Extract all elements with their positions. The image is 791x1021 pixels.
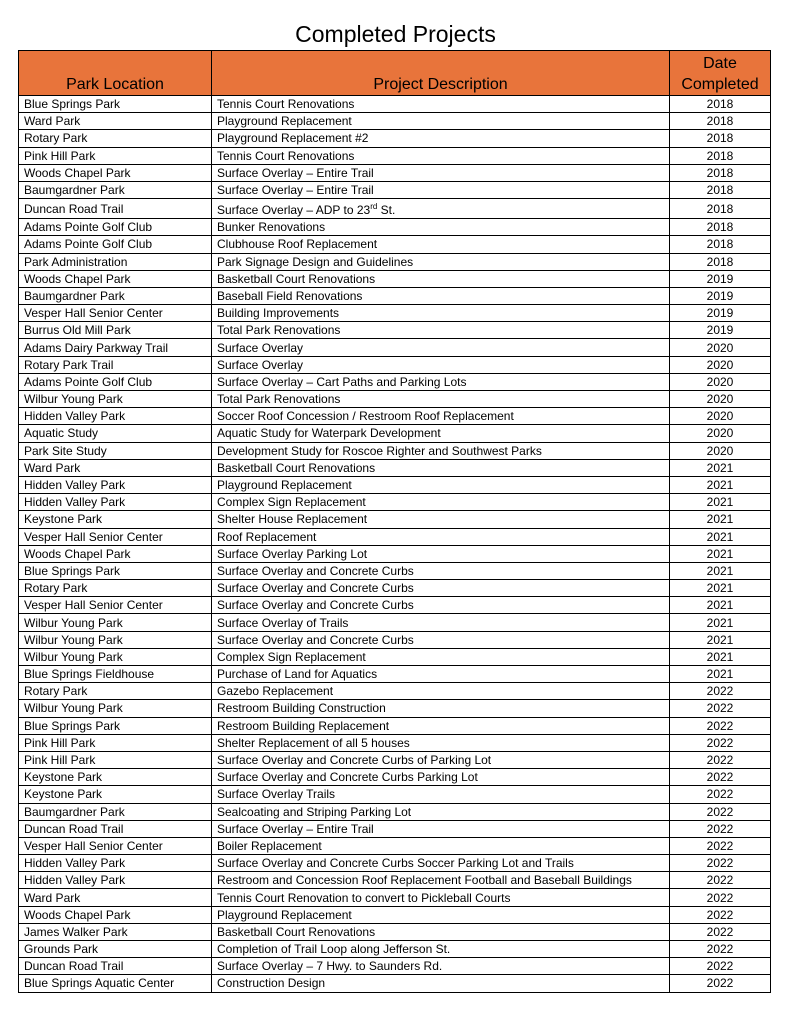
table-row	[19, 666, 771, 683]
park-location-cell: Baumgardner Park	[19, 803, 212, 820]
park-location-cell: Baumgardner Park	[19, 181, 212, 198]
project-description-cell: Surface Overlay of Trails	[212, 614, 670, 631]
park-location-cell: Rotary Park	[19, 683, 212, 700]
park-location-cell: Aquatic Study	[19, 425, 212, 442]
project-description-cell: Tennis Court Renovations	[212, 147, 670, 164]
table-row	[19, 339, 771, 356]
park-location-cell: Grounds Park	[19, 941, 212, 958]
date-completed-cell: 2021	[670, 648, 771, 665]
park-location-cell: Wilbur Young Park	[19, 391, 212, 408]
park-location-cell: Blue Springs Aquatic Center	[19, 975, 212, 992]
table-row	[19, 872, 771, 889]
date-completed-cell: 2018	[670, 113, 771, 130]
project-description-cell: Surface Overlay – Entire Trail	[212, 181, 670, 198]
project-description-cell: Surface Overlay	[212, 339, 670, 356]
date-completed-cell: 2022	[670, 803, 771, 820]
project-description-cell: Restroom Building Replacement	[212, 717, 670, 734]
project-description-cell: Roof Replacement	[212, 528, 670, 545]
date-completed-cell: 2020	[670, 391, 771, 408]
table-row	[19, 511, 771, 528]
park-location-cell: Blue Springs Park	[19, 96, 212, 113]
table-row	[19, 181, 771, 198]
park-location-cell: Adams Dairy Parkway Trail	[19, 339, 212, 356]
date-completed-cell: 2022	[670, 751, 771, 768]
table-row	[19, 442, 771, 459]
project-description-cell: Soccer Roof Concession / Restroom Roof Replacement	[212, 408, 670, 425]
park-location-cell: Vesper Hall Senior Center	[19, 528, 212, 545]
project-description-cell: Basketball Court Renovations	[212, 270, 670, 287]
project-description-cell: Basketball Court Renovations	[212, 459, 670, 476]
park-location-cell: Burrus Old Mill Park	[19, 322, 212, 339]
park-location-cell: Rotary Park Trail	[19, 356, 212, 373]
project-description-cell: Playground Replacement	[212, 113, 670, 130]
park-location-cell: Duncan Road Trail	[19, 199, 212, 219]
project-description-cell: Surface Overlay and Concrete Curbs	[212, 562, 670, 579]
park-location-cell: Woods Chapel Park	[19, 270, 212, 287]
project-description-cell: Building Improvements	[212, 305, 670, 322]
project-description-cell: Surface Overlay and Concrete Curbs	[212, 631, 670, 648]
table-row	[19, 700, 771, 717]
park-location-cell: Keystone Park	[19, 786, 212, 803]
date-completed-cell: 2018	[670, 236, 771, 253]
park-location-cell: Hidden Valley Park	[19, 476, 212, 493]
table-row	[19, 889, 771, 906]
date-completed-cell: 2018	[670, 253, 771, 270]
header-row	[19, 51, 771, 96]
project-description-cell: Playground Replacement	[212, 906, 670, 923]
table-row	[19, 580, 771, 597]
park-location-cell: Woods Chapel Park	[19, 545, 212, 562]
project-description-cell: Surface Overlay and Concrete Curbs	[212, 597, 670, 614]
date-completed-cell: 2018	[670, 96, 771, 113]
project-description-cell: Restroom Building Construction	[212, 700, 670, 717]
header-date-completed	[670, 51, 771, 96]
project-description-cell: Gazebo Replacement	[212, 683, 670, 700]
table-row	[19, 545, 771, 562]
park-location-cell: James Walker Park	[19, 923, 212, 940]
date-completed-cell: 2018	[670, 181, 771, 198]
header-date-line1: Date	[703, 55, 737, 72]
date-completed-cell: 2020	[670, 425, 771, 442]
date-completed-cell: 2022	[670, 975, 771, 992]
table-row	[19, 270, 771, 287]
table-row	[19, 130, 771, 147]
project-description-cell: Bunker Renovations	[212, 219, 670, 236]
project-description-cell: Surface Overlay Parking Lot	[212, 545, 670, 562]
project-description-cell: Tennis Court Renovations	[212, 96, 670, 113]
park-location-cell: Park Administration	[19, 253, 212, 270]
table-row	[19, 717, 771, 734]
park-location-cell: Blue Springs Fieldhouse	[19, 666, 212, 683]
date-completed-cell: 2022	[670, 906, 771, 923]
table-row	[19, 734, 771, 751]
date-completed-cell: 2022	[670, 820, 771, 837]
table-row	[19, 356, 771, 373]
park-location-cell: Hidden Valley Park	[19, 872, 212, 889]
project-description-cell: Surface Overlay – Entire Trail	[212, 164, 670, 181]
table-row	[19, 906, 771, 923]
project-description-cell: Complex Sign Replacement	[212, 494, 670, 511]
table-row	[19, 975, 771, 992]
date-completed-cell: 2020	[670, 339, 771, 356]
project-description-cell: Development Study for Roscoe Righter and Southwest Parks	[212, 442, 670, 459]
date-completed-cell: 2021	[670, 545, 771, 562]
date-completed-cell: 2022	[670, 923, 771, 940]
park-location-cell: Duncan Road Trail	[19, 958, 212, 975]
project-description-cell: Baseball Field Renovations	[212, 287, 670, 304]
table-row	[19, 941, 771, 958]
table-row	[19, 322, 771, 339]
header-project-description: Project Description	[212, 51, 670, 96]
project-description-cell: Boiler Replacement	[212, 837, 670, 854]
table-row	[19, 164, 771, 181]
table-row	[19, 923, 771, 940]
table-row	[19, 287, 771, 304]
date-completed-cell: 2022	[670, 941, 771, 958]
park-location-cell: Wilbur Young Park	[19, 700, 212, 717]
project-description-cell: Aquatic Study for Waterpark Development	[212, 425, 670, 442]
park-location-cell: Vesper Hall Senior Center	[19, 837, 212, 854]
park-location-cell: Keystone Park	[19, 511, 212, 528]
table-row	[19, 958, 771, 975]
project-description-cell: Basketball Court Renovations	[212, 923, 670, 940]
date-completed-cell: 2022	[670, 889, 771, 906]
date-completed-cell: 2022	[670, 683, 771, 700]
table-row	[19, 562, 771, 579]
date-completed-cell: 2021	[670, 614, 771, 631]
description-text-end: St.	[377, 203, 396, 218]
date-completed-cell: 2021	[670, 476, 771, 493]
project-description-cell: Total Park Renovations	[212, 322, 670, 339]
date-completed-cell: 2019	[670, 270, 771, 287]
project-description-cell: Playground Replacement #2	[212, 130, 670, 147]
table-row	[19, 96, 771, 113]
project-description-cell: Surface Overlay Trails	[212, 786, 670, 803]
table-row	[19, 425, 771, 442]
table-row	[19, 373, 771, 390]
park-location-cell: Woods Chapel Park	[19, 164, 212, 181]
park-location-cell: Baumgardner Park	[19, 287, 212, 304]
table-row	[19, 476, 771, 493]
park-location-cell: Adams Pointe Golf Club	[19, 236, 212, 253]
date-completed-cell: 2020	[670, 442, 771, 459]
project-description-cell: Total Park Renovations	[212, 391, 670, 408]
table-row	[19, 528, 771, 545]
date-completed-cell: 2022	[670, 734, 771, 751]
date-completed-cell: 2021	[670, 511, 771, 528]
park-location-cell: Blue Springs Park	[19, 717, 212, 734]
park-location-cell: Keystone Park	[19, 769, 212, 786]
table-row	[19, 648, 771, 665]
date-completed-cell: 2019	[670, 322, 771, 339]
park-location-cell: Adams Pointe Golf Club	[19, 219, 212, 236]
projects-table	[18, 50, 771, 993]
date-completed-cell: 2021	[670, 666, 771, 683]
project-description-cell: Clubhouse Roof Replacement	[212, 236, 670, 253]
ordinal-suffix: rd	[370, 202, 378, 212]
table-row	[19, 683, 771, 700]
project-description-cell: Construction Design	[212, 975, 670, 992]
table-row	[19, 408, 771, 425]
description-text: Surface Overlay – ADP to 23	[217, 203, 371, 218]
table-row	[19, 597, 771, 614]
project-description-cell: Surface Overlay – Entire Trail	[212, 820, 670, 837]
date-completed-cell: 2020	[670, 373, 771, 390]
project-description-cell: Surface Overlay and Concrete Curbs	[212, 580, 670, 597]
park-location-cell: Ward Park	[19, 889, 212, 906]
date-completed-cell: 2022	[670, 717, 771, 734]
table-row	[19, 614, 771, 631]
project-description-cell: Playground Replacement	[212, 476, 670, 493]
project-description-cell: Surface Overlay	[212, 356, 670, 373]
table-row	[19, 494, 771, 511]
date-completed-cell: 2022	[670, 837, 771, 854]
park-location-cell: Ward Park	[19, 113, 212, 130]
date-completed-cell: 2020	[670, 408, 771, 425]
table-row	[19, 837, 771, 854]
project-description-cell: Surface Overlay and Concrete Curbs Soccer Parking Lot and Trails	[212, 855, 670, 872]
project-description-cell	[212, 199, 670, 219]
park-location-cell: Pink Hill Park	[19, 734, 212, 751]
date-completed-cell: 2018	[670, 199, 771, 219]
table-row	[19, 305, 771, 322]
date-completed-cell: 2022	[670, 769, 771, 786]
table-row	[19, 253, 771, 270]
park-location-cell: Pink Hill Park	[19, 751, 212, 768]
header-date-line2: Completed	[681, 76, 759, 93]
project-description-cell: Shelter House Replacement	[212, 511, 670, 528]
park-location-cell: Hidden Valley Park	[19, 494, 212, 511]
date-completed-cell: 2018	[670, 164, 771, 181]
date-completed-cell: 2022	[670, 872, 771, 889]
project-description-cell: Completion of Trail Loop along Jefferson St.	[212, 941, 670, 958]
park-location-cell: Rotary Park	[19, 580, 212, 597]
table-row	[19, 113, 771, 130]
table-row	[19, 219, 771, 236]
park-location-cell: Wilbur Young Park	[19, 648, 212, 665]
date-completed-cell: 2019	[670, 305, 771, 322]
date-completed-cell: 2020	[670, 356, 771, 373]
project-description-cell: Surface Overlay and Concrete Curbs Parking Lot	[212, 769, 670, 786]
park-location-cell: Rotary Park	[19, 130, 212, 147]
header-park-location: Park Location	[19, 51, 212, 96]
park-location-cell: Vesper Hall Senior Center	[19, 305, 212, 322]
park-location-cell: Vesper Hall Senior Center	[19, 597, 212, 614]
date-completed-cell: 2021	[670, 631, 771, 648]
date-completed-cell: 2018	[670, 147, 771, 164]
project-description-cell: Complex Sign Replacement	[212, 648, 670, 665]
date-completed-cell: 2022	[670, 958, 771, 975]
date-completed-cell: 2022	[670, 786, 771, 803]
project-description-cell: Purchase of Land for Aquatics	[212, 666, 670, 683]
table-row	[19, 631, 771, 648]
project-description-cell: Surface Overlay – 7 Hwy. to Saunders Rd.	[212, 958, 670, 975]
table-row	[19, 391, 771, 408]
project-description-cell: Shelter Replacement of all 5 houses	[212, 734, 670, 751]
date-completed-cell: 2019	[670, 287, 771, 304]
date-completed-cell: 2021	[670, 597, 771, 614]
table-row	[19, 751, 771, 768]
date-completed-cell: 2018	[670, 130, 771, 147]
table-row	[19, 199, 771, 219]
table-row	[19, 236, 771, 253]
date-completed-cell: 2018	[670, 219, 771, 236]
project-description-cell: Park Signage Design and Guidelines	[212, 253, 670, 270]
table-row	[19, 459, 771, 476]
table-row	[19, 855, 771, 872]
park-location-cell: Ward Park	[19, 459, 212, 476]
park-location-cell: Woods Chapel Park	[19, 906, 212, 923]
project-description-cell: Tennis Court Renovation to convert to Pickleball Courts	[212, 889, 670, 906]
table-row	[19, 769, 771, 786]
page-title: Completed Projects	[295, 21, 496, 47]
date-completed-cell: 2022	[670, 855, 771, 872]
park-location-cell: Wilbur Young Park	[19, 614, 212, 631]
park-location-cell: Adams Pointe Golf Club	[19, 373, 212, 390]
project-description-cell: Surface Overlay – Cart Paths and Parking Lots	[212, 373, 670, 390]
date-completed-cell: 2021	[670, 528, 771, 545]
table-row	[19, 147, 771, 164]
project-description-cell: Surface Overlay and Concrete Curbs of Parking Lot	[212, 751, 670, 768]
date-completed-cell: 2022	[670, 700, 771, 717]
park-location-cell: Wilbur Young Park	[19, 631, 212, 648]
park-location-cell: Hidden Valley Park	[19, 855, 212, 872]
park-location-cell: Park Site Study	[19, 442, 212, 459]
park-location-cell: Blue Springs Park	[19, 562, 212, 579]
park-location-cell: Hidden Valley Park	[19, 408, 212, 425]
date-completed-cell: 2021	[670, 459, 771, 476]
park-location-cell: Pink Hill Park	[19, 147, 212, 164]
project-description-cell: Sealcoating and Striping Parking Lot	[212, 803, 670, 820]
table-row	[19, 803, 771, 820]
table-row	[19, 786, 771, 803]
date-completed-cell: 2021	[670, 494, 771, 511]
project-description-cell: Restroom and Concession Roof Replacement Football and Baseball Buildings	[212, 872, 670, 889]
table-row	[19, 820, 771, 837]
date-completed-cell: 2021	[670, 562, 771, 579]
date-completed-cell: 2021	[670, 580, 771, 597]
park-location-cell: Duncan Road Trail	[19, 820, 212, 837]
